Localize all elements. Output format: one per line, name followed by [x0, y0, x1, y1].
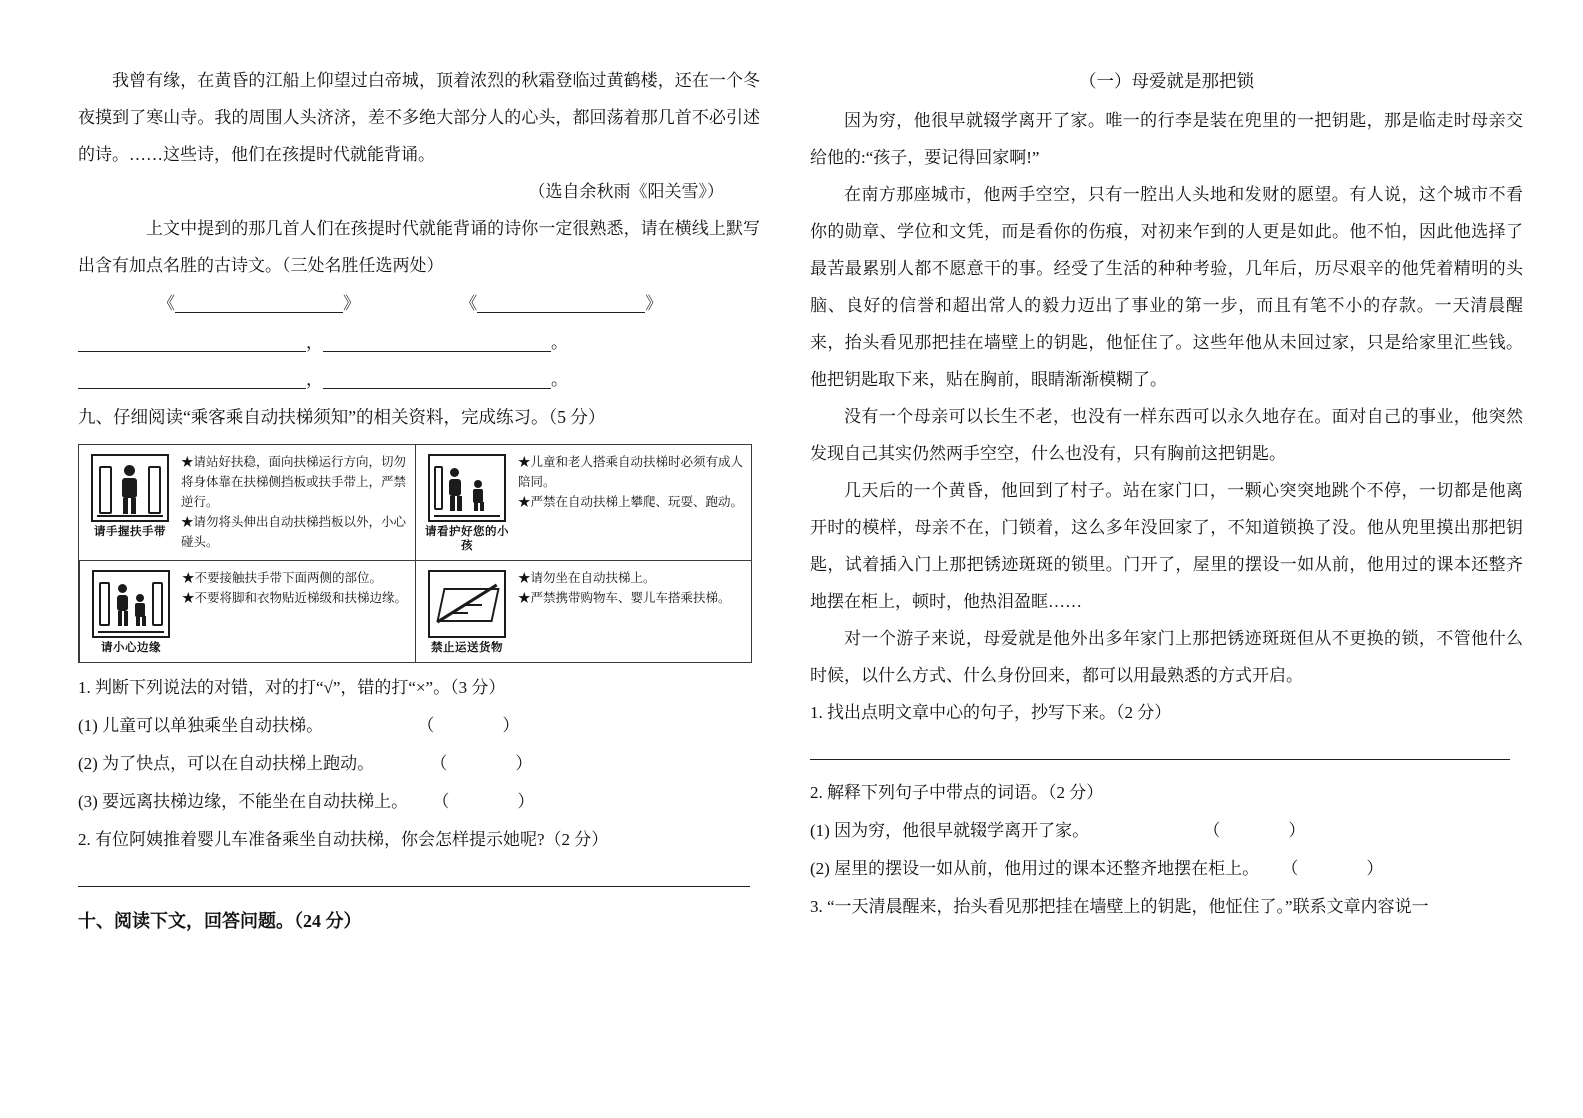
sign-caption: 请小心边缘 — [101, 642, 161, 654]
right-question-3: 3. “一天清晨醒来，抬头看见那把挂在墙壁上的钥匙，他怔住了。”联系文章内容说一 — [810, 897, 1429, 916]
notice-line: ★请勿将头伸出自动扶梯挡板以外，小心碰头。 — [181, 515, 407, 549]
notice-cell-3 — [79, 560, 415, 662]
section-9-title: 九、仔细阅读“乘客乘自动扶梯须知”的相关资料，完成练习。（5 分） — [78, 407, 606, 427]
book-mark-close: 》 — [645, 294, 663, 313]
mind-the-edge-icon — [92, 570, 170, 638]
answer-blank-row[interactable]: ， 。 — [78, 324, 760, 361]
right-question-2-item-1: (1) 因为穷，他很早就辍学离开了家。 （ ） — [810, 821, 1306, 840]
left-column — [0, 0, 790, 1118]
article-title: （一）母爱就是那把锁 — [1079, 71, 1254, 91]
blank-line[interactable] — [78, 366, 306, 389]
question-1-item-1: (1) 儿童可以单独乘坐自动扶梯。 （ ） — [78, 716, 520, 735]
blank-line[interactable] — [175, 290, 343, 313]
notice-cell-2 — [415, 445, 751, 560]
blank-line[interactable] — [477, 290, 645, 313]
escalator-notice-table — [78, 444, 752, 663]
sign-3 — [88, 568, 174, 655]
answer-bracket[interactable]: （ ） — [1281, 859, 1384, 878]
book-mark-close: 》 — [343, 294, 360, 313]
notice-text-2 — [518, 452, 745, 553]
book-mark-open: 《 — [158, 294, 175, 313]
notice-line: ★严禁携带购物车、婴儿车搭乘扶梯。 — [518, 591, 731, 605]
question-2-title: 2. 有位阿姨推着婴儿车准备乘坐自动扶梯，你会怎样提示她呢?（2 分） — [78, 830, 609, 849]
poem-title-blank-1[interactable] — [158, 284, 360, 324]
answer-bracket[interactable]: （ ） — [1203, 821, 1306, 840]
sign-4 — [424, 568, 510, 655]
notice-line: ★儿童和老人搭乘自动扶梯时必须有成人陪同。 — [518, 455, 744, 489]
poem-title-blank-2[interactable] — [460, 284, 662, 324]
sign-caption: 请手握扶手带 — [94, 526, 166, 538]
notice-line: ★严禁在自动扶梯上攀爬、玩耍、跑动。 — [518, 495, 744, 509]
notice-line: ★请站好扶稳，面向扶梯运行方向，切勿将身体靠在扶梯侧挡板或扶手带上，严禁逆行。 — [181, 455, 407, 509]
blank-line[interactable] — [323, 366, 551, 389]
notice-line: ★不要接触扶手带下面两侧的部位。 — [182, 571, 383, 585]
answer-bracket[interactable]: （ ） — [430, 754, 533, 773]
answer-line[interactable] — [78, 885, 750, 887]
article-paragraph-2: 在南方那座城市，他两手空空，只有一腔出人头地和发财的愿望。有人说，这个城市不看你的勋章、学位和文凭，而是看你的伤痕，对初来乍到的人更是如此。他不怕，因此他选择了最苦最累别人都不愿意干的事。经受了生活的种种考验，几年后，历尽艰辛的他凭着精明的头脑、良好的信誉和超出常人的毅力迈出了事业的第一步，而且有笔不小的存款。一天清晨醒来，抬头看见那把挂在墙壁上的钥匙，他怔住了。这些年他从未回过家，只是给家里汇些钱。他把钥匙取下来，贴在胸前，眼睛渐渐模糊了。 — [810, 185, 1523, 389]
sign-caption: 请看护好您的小孩 — [425, 526, 509, 552]
sign-caption: 禁止运送货物 — [431, 642, 503, 654]
person-holding-handrail-icon — [91, 454, 169, 522]
right-column — [790, 0, 1583, 1118]
right-question-1: 1. 找出点明文章中心的句子，抄写下来。（2 分） — [810, 703, 1172, 722]
answer-bracket[interactable]: （ ） — [417, 716, 520, 735]
blank-line[interactable] — [323, 329, 551, 352]
passage-source: （选自余秋雨《阳关雪》） — [528, 182, 724, 201]
article-paragraph-1: 因为穷，他很早就辍学离开了家。唯一的行李是装在兜里的一把钥匙，那是临走时母亲交给他的:“孩子，要记得回家啊!” — [810, 111, 1523, 167]
article-paragraph-4: 几天后的一个黄昏，他回到了村子。站在家门口，一颗心突突地跳个不停，一切都是他离开时的模样，母亲不在，门锁着，这么多年没回家了，不知道锁换了没。他从兜里摸出那把钥匙，试着插入门上那把锈迹斑斑的锁里。门开了，屋里的摆设一如从前，他用过的课本还整齐地摆在柜上，顿时，他热泪盈眶…… — [810, 481, 1523, 611]
adult-with-child-icon — [428, 454, 506, 522]
answer-line[interactable] — [810, 758, 1510, 760]
question-1-title: 1. 判断下列说法的对错，对的打“√”，错的打“×”。（3 分） — [78, 678, 506, 697]
question-1-item-2: (2) 为了快点，可以在自动扶梯上跑动。 （ ） — [78, 754, 533, 773]
book-mark-open: 《 — [460, 294, 478, 313]
notice-text-4 — [518, 568, 745, 655]
notice-text-3 — [182, 568, 409, 655]
notice-line: ★不要将脚和衣物贴近梯级和扶梯边缘。 — [182, 591, 408, 605]
sign-1 — [87, 452, 173, 553]
poem-title-blanks — [78, 284, 760, 324]
right-question-2-item-2: (2) 屋里的摆设一如从前，他用过的课本还整齐地摆在柜上。 （ ） — [810, 859, 1384, 878]
notice-text-1 — [181, 452, 409, 553]
article-paragraph-5: 对一个游子来说，母爱就是他外出多年家门上那把锈迹斑斑但从不更换的锁，不管他什么时候，以什么方式、什么身份回来，都可以用最熟悉的方式开启。 — [810, 629, 1523, 685]
right-question-2: 2. 解释下列句子中带点的词语。（2 分） — [810, 783, 1104, 802]
answer-blank-row[interactable]: ， 。 — [78, 361, 760, 398]
no-goods-transport-icon — [428, 570, 506, 638]
question-1-item-3: (3) 要远离扶梯边缘，不能坐在自动扶梯上。 （ ） — [78, 792, 535, 811]
sign-2 — [424, 452, 510, 553]
answer-bracket[interactable]: （ ） — [432, 792, 535, 811]
default-writing-instruction: 上文中提到的那几首人们在孩提时代就能背诵的诗你一定很熟悉，请在横线上默写出含有加点名胜的古诗文。（三处名胜任选两处） — [78, 219, 760, 275]
passage-paragraph: 我曾有缘，在黄昏的江船上仰望过白帝城，顶着浓烈的秋霜登临过黄鹤楼，还在一个冬夜摸到了寒山寺。我的周围人头济济，差不多绝大部分人的心头，都回荡着那几首不必引述的诗。……这些诗，他们在孩提时代就能背诵。 — [78, 71, 760, 164]
notice-line: ★请勿坐在自动扶梯上。 — [518, 571, 656, 585]
article-paragraph-3: 没有一个母亲可以长生不老，也没有一样东西可以永久地存在。面对自己的事业，他突然发现自己其实仍然两手空空，什么也没有，只有胸前这把钥匙。 — [810, 407, 1523, 463]
notice-cell-1 — [79, 445, 415, 560]
blank-line[interactable] — [78, 329, 306, 352]
section-10-title: 十、阅读下文，回答问题。（24 分） — [78, 911, 362, 931]
notice-cell-4 — [415, 560, 751, 662]
